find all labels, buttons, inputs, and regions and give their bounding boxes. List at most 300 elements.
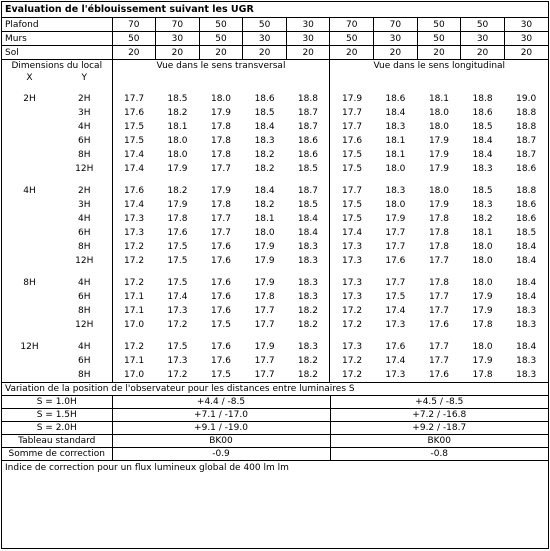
ugr-longitudinal-value: 18.3 [385,122,406,132]
ugr-longitudinal-value: 18.0 [428,122,449,132]
ugr-row [2,198,548,212]
reflectance-value: 50 [461,18,505,32]
reflectance-row [2,18,548,32]
ugr-longitudinal-value: 17.9 [428,164,449,174]
room-x: 12H [20,342,39,352]
ugr-transverse-value: 17.1 [124,292,145,302]
ugr-longitudinal-value: 17.3 [385,320,406,330]
ugr-transverse-value: 17.8 [210,122,232,132]
x-axis-label: X [26,73,33,83]
variation-row [2,422,548,435]
room-x [2,226,57,240]
reflectance-value: 20 [112,46,156,60]
ugr-transverse-value: 18.3 [286,290,330,304]
ugr-transverse-value: 17.8 [254,292,275,302]
ugr-longitudinal-value: 18.3 [516,356,537,366]
correction-longitudinal: -0.8 [330,448,548,461]
ugr-transverse-value: 18.1 [254,214,275,224]
ugr-transverse-value: 18.7 [286,106,330,120]
correction-label: Somme de correction [2,448,112,461]
ugr-transverse-value: 17.9 [167,164,188,174]
ugr-transverse-value: 17.5 [167,242,188,252]
room-x [2,240,57,254]
ugr-transverse-value: 17.2 [167,320,188,330]
ugr-transverse-value: 18.6 [286,134,330,148]
room-y: 4H [57,340,112,354]
room-y: 6H [57,354,112,368]
ugr-transverse-value: 18.3 [286,240,330,254]
ugr-longitudinal-value: 17.6 [428,370,449,380]
ugr-longitudinal-value: 17.7 [342,186,363,196]
ugr-transverse-value: 17.0 [124,320,145,330]
room-x: 4H [23,186,36,196]
ugr-longitudinal-value: 18.3 [472,200,493,210]
reflectance-row [2,46,548,60]
ugr-longitudinal-value: 18.2 [472,214,493,224]
ugr-transverse-value: 17.6 [210,242,232,252]
reflectance-header [2,18,548,60]
ugr-longitudinal-value: 17.7 [428,342,449,352]
reflectance-value: 50 [112,32,156,46]
reflectance-value: 30 [243,32,287,46]
room-y: 6H [57,134,112,148]
ugr-longitudinal-value: 17.3 [342,242,363,252]
ugr-transverse-value: 18.6 [286,148,330,162]
ugr-longitudinal-value: 19.0 [516,94,537,104]
reflectance-value: 50 [417,18,461,32]
ugr-row [2,162,548,176]
reflectance-value: 70 [156,18,200,32]
ugr-longitudinal-value: 17.9 [472,292,493,302]
ugr-transverse-value: 17.3 [167,356,188,366]
ugr-transverse-value: 17.6 [210,306,232,316]
footnote: Indice de correction pour un flux lumineux global de 400 lm lm [5,463,289,473]
ugr-longitudinal-value: 18.8 [516,108,537,118]
reflectance-value: 50 [199,18,243,32]
ugr-transverse-value: 17.9 [254,342,275,352]
ugr-transverse-value: 17.2 [124,342,145,352]
room-x [2,198,57,212]
variation-label: S = 1.0H [2,396,112,409]
ugr-transverse-value: 17.7 [254,356,275,366]
ugr-longitudinal-value: 18.0 [385,164,406,174]
ugr-longitudinal-value: 17.8 [472,320,493,330]
ugr-longitudinal-value: 18.4 [516,256,537,266]
reflectance-value: 50 [199,32,243,46]
ugr-longitudinal-value: 17.2 [342,356,363,366]
reflectance-value: 30 [156,32,200,46]
reflectance-label: Sol [2,46,112,60]
reflectance-value: 20 [156,46,200,60]
reflectance-value: 50 [417,32,461,46]
ugr-transverse-value: 17.5 [167,256,188,266]
room-y: 4H [57,120,112,134]
standard-longitudinal: BK00 [330,435,548,448]
ugr-longitudinal-value: 18.7 [516,136,537,146]
variation-longitudinal: +9.2 / -18.7 [330,422,548,435]
ugr-longitudinal-value: 18.0 [472,242,493,252]
ugr-transverse-value: 18.3 [254,136,275,146]
ugr-longitudinal-value: 18.1 [428,94,449,104]
ugr-transverse-value: 18.5 [286,162,330,176]
ugr-longitudinal-value: 17.9 [472,356,493,366]
ugr-longitudinal-value: 17.3 [385,370,406,380]
reflectance-row [2,32,548,46]
room-y: 6H [57,290,112,304]
ugr-row [2,106,548,120]
reflectance-value: 30 [504,18,548,32]
correction-transverse: -0.9 [112,448,330,461]
ugr-transverse-value: 17.4 [124,200,145,210]
room-x [2,354,57,368]
ugr-longitudinal-value: 17.5 [342,214,363,224]
ugr-longitudinal-value: 18.0 [472,342,493,352]
reflectance-value: 30 [286,32,330,46]
variation-longitudinal: +4.5 / -8.5 [330,396,548,409]
reflectance-value: 20 [243,46,287,60]
room-x [2,318,57,332]
ugr-transverse-value: 17.5 [124,122,145,132]
reflectance-label: Plafond [2,18,112,32]
ugr-longitudinal-value: 17.3 [342,256,363,266]
ugr-transverse-value: 17.9 [167,200,188,210]
ugr-longitudinal-value: 18.0 [472,278,493,288]
ugr-longitudinal-value: 18.4 [516,292,537,302]
ugr-transverse-value: 18.0 [210,94,232,104]
ugr-longitudinal-value: 17.6 [385,256,406,266]
ugr-transverse-value: 18.2 [167,186,188,196]
ugr-transverse-value: 18.7 [286,120,330,134]
ugr-row [2,318,548,332]
ugr-longitudinal-value: 17.7 [428,356,449,366]
ugr-transverse-value: 17.5 [124,136,145,146]
room-y: 8H [57,368,112,382]
ugr-transverse-value: 17.9 [210,108,232,118]
ugr-transverse-value: 17.8 [167,214,188,224]
ugr-transverse-value: 17.9 [254,256,275,266]
ugr-longitudinal-value: 17.3 [342,342,363,352]
ugr-transverse-value: 18.7 [286,184,330,198]
ugr-transverse-value: 18.5 [254,108,275,118]
room-x [2,304,57,318]
reflectance-value: 20 [199,46,243,60]
variation-transverse: +4.4 / -8.5 [112,396,330,409]
ugr-longitudinal-value: 17.2 [342,320,363,330]
ugr-longitudinal-value: 18.5 [472,122,493,132]
room-y: 4H [57,212,112,226]
ugr-row [2,290,548,304]
ugr-longitudinal-value: 17.4 [342,228,363,238]
ugr-transverse-value: 17.6 [124,108,145,118]
ugr-longitudinal-value: 17.2 [342,306,363,316]
ugr-longitudinal-value: 17.9 [385,214,406,224]
variation-title: Variation de la position de l'observateur pour les distances entre luminaires S [2,383,548,396]
ugr-longitudinal-value: 18.1 [472,228,493,238]
room-y: 2H [57,92,112,106]
reflectance-value: 20 [286,46,330,60]
ugr-longitudinal-value: 18.3 [472,164,493,174]
ugr-longitudinal-value: 17.6 [428,320,449,330]
reflectance-value: 50 [243,18,287,32]
ugr-longitudinal-value: 17.9 [342,94,363,104]
reflectance-value: 20 [330,46,374,60]
ugr-transverse-value: 18.0 [167,136,188,146]
ugr-transverse-value: 18.5 [167,94,188,104]
ugr-transverse-value: 17.0 [124,370,145,380]
ugr-longitudinal-value: 18.1 [385,136,406,146]
ugr-transverse-value: 17.8 [210,136,232,146]
reflectance-value: 20 [417,46,461,60]
ugr-longitudinal-value: 17.8 [428,242,449,252]
ugr-longitudinal-value: 18.5 [472,186,493,196]
ugr-longitudinal-value: 18.0 [428,108,449,118]
ugr-longitudinal-value: 18.3 [516,320,537,330]
ugr-transverse-value: 17.4 [167,292,188,302]
ugr-row [2,212,548,226]
ugr-row [2,354,548,368]
ugr-table [2,60,548,382]
ugr-transverse-value: 17.3 [167,306,188,316]
ugr-transverse-value: 18.2 [254,150,275,160]
ugr-longitudinal-value: 18.4 [472,136,493,146]
room-x: 8H [23,278,36,288]
ugr-transverse-value: 18.2 [254,164,275,174]
reflectance-value: 30 [374,32,418,46]
ugr-longitudinal-value: 17.2 [342,370,363,380]
ugr-longitudinal-value: 18.1 [385,150,406,160]
ugr-longitudinal-value: 17.8 [428,214,449,224]
ugr-longitudinal-value: 18.6 [516,214,537,224]
ugr-longitudinal-value: 18.8 [516,122,537,132]
ugr-longitudinal-value: 17.9 [428,136,449,146]
sheet-title: Evaluation de l'éblouissement suivant les UGR [2,2,548,18]
ugr-transverse-value: 17.6 [210,356,232,366]
ugr-transverse-value: 17.5 [210,370,232,380]
ugr-longitudinal-value: 17.6 [342,136,363,146]
ugr-transverse-value: 17.9 [254,278,275,288]
ugr-longitudinal-value: 17.5 [342,150,363,160]
ugr-longitudinal-value: 18.5 [516,228,537,238]
ugr-longitudinal-value: 17.6 [385,342,406,352]
variation-label: S = 2.0H [2,422,112,435]
room-y: 3H [57,106,112,120]
ugr-longitudinal-value: 18.3 [516,306,537,316]
reflectance-value: 20 [504,46,548,60]
ugr-transverse-value: 17.7 [210,228,232,238]
reflectance-value: 50 [330,32,374,46]
room-y: 12H [57,162,112,176]
ugr-longitudinal-value: 17.7 [385,228,406,238]
variation-row [2,396,548,409]
ugr-longitudinal-value: 18.4 [516,342,537,352]
ugr-longitudinal-value: 17.3 [342,278,363,288]
ugr-transverse-value: 18.0 [167,150,188,160]
ugr-transverse-value: 18.4 [286,212,330,226]
ugr-transverse-value: 17.3 [124,228,145,238]
ugr-glare-sheet [1,1,549,549]
ugr-transverse-value: 18.1 [167,122,188,132]
ugr-transverse-value: 17.8 [210,200,232,210]
room-y: 12H [57,254,112,268]
room-x [2,212,57,226]
ugr-longitudinal-value: 18.4 [385,108,406,118]
room-x [2,162,57,176]
ugr-transverse-value: 17.2 [167,370,188,380]
ugr-transverse-value: 18.2 [286,354,330,368]
ugr-transverse-value: 17.6 [210,256,232,266]
y-axis-label: Y [57,72,112,84]
ugr-transverse-value: 18.5 [286,198,330,212]
ugr-transverse-value: 17.5 [167,278,188,288]
ugr-longitudinal-value: 18.0 [472,256,493,266]
ugr-transverse-value: 17.2 [124,256,145,266]
ugr-longitudinal-value: 17.5 [342,164,363,174]
ugr-longitudinal-value: 17.8 [428,278,449,288]
ugr-longitudinal-value: 17.7 [428,306,449,316]
reflectance-value: 20 [374,46,418,60]
ugr-longitudinal-value: 18.6 [472,108,493,118]
ugr-longitudinal-value: 18.8 [472,94,493,104]
ugr-transverse-value: 18.2 [286,304,330,318]
reflectance-label: Murs [2,32,112,46]
ugr-longitudinal-value: 18.3 [385,186,406,196]
ugr-transverse-value: 18.2 [167,108,188,118]
ugr-transverse-value: 17.7 [210,164,232,174]
ugr-row [2,184,548,198]
reflectance-value: 30 [286,18,330,32]
ugr-transverse-value: 17.6 [167,228,188,238]
ugr-transverse-value: 18.4 [286,226,330,240]
ugr-transverse-value: 17.7 [210,214,232,224]
ugr-transverse-value: 18.3 [286,254,330,268]
ugr-transverse-value: 18.4 [254,186,275,196]
ugr-longitudinal-value: 18.6 [516,200,537,210]
ugr-longitudinal-value: 18.4 [472,150,493,160]
room-y: 8H [57,304,112,318]
room-y: 12H [57,318,112,332]
ugr-longitudinal-value: 17.5 [342,200,363,210]
ugr-row [2,120,548,134]
ugr-transverse-value: 18.3 [286,340,330,354]
ugr-longitudinal-value: 17.7 [342,122,363,132]
ugr-transverse-value: 18.2 [286,368,330,382]
standard-transverse: BK00 [112,435,330,448]
ugr-longitudinal-value: 17.9 [428,150,449,160]
ugr-longitudinal-value: 17.8 [472,370,493,380]
ugr-transverse-value: 18.6 [254,94,275,104]
ugr-longitudinal-value: 18.4 [516,278,537,288]
ugr-transverse-value: 17.3 [124,214,145,224]
ugr-longitudinal-value: 18.0 [385,200,406,210]
ugr-transverse-value: 18.3 [286,276,330,290]
variation-transverse: +9.1 / -19.0 [112,422,330,435]
ugr-transverse-value: 18.8 [286,92,330,106]
ugr-transverse-value: 17.6 [210,292,232,302]
ugr-longitudinal-value: 18.6 [385,94,406,104]
ugr-row [2,368,548,382]
ugr-transverse-value: 18.0 [254,228,275,238]
reflectance-value: 30 [461,32,505,46]
ugr-transverse-value: 17.5 [210,320,232,330]
view-longitudinal-label: Vue dans le sens longitudinal [373,61,506,71]
room-y: 3H [57,198,112,212]
ugr-transverse-value: 17.7 [254,370,275,380]
ugr-transverse-value: 17.7 [254,306,275,316]
ugr-transverse-value: 17.4 [124,150,145,160]
ugr-transverse-value: 18.2 [254,200,275,210]
ugr-transverse-value: 17.2 [124,278,145,288]
ugr-transverse-value: 17.9 [254,242,275,252]
ugr-longitudinal-value: 17.9 [472,306,493,316]
room-y: 4H [57,276,112,290]
dimensions-label: Dimensions du local [2,60,112,72]
ugr-row [2,340,548,354]
ugr-longitudinal-value: 17.4 [385,356,406,366]
variation-longitudinal: +7.2 / -16.8 [330,409,548,422]
ugr-longitudinal-value: 18.0 [428,186,449,196]
room-x [2,254,57,268]
room-x [2,134,57,148]
ugr-row [2,254,548,268]
ugr-transverse-value: 18.2 [286,318,330,332]
room-x [2,290,57,304]
ugr-transverse-value: 17.1 [124,306,145,316]
ugr-transverse-value: 17.2 [124,242,145,252]
ugr-longitudinal-value: 17.8 [428,228,449,238]
view-transverse-label: Vue dans le sens transversal [112,60,330,72]
ugr-row [2,276,548,290]
ugr-longitudinal-value: 17.4 [385,306,406,316]
ugr-longitudinal-value: 18.6 [516,164,537,174]
standard-label: Tableau standard [2,435,112,448]
room-x [2,148,57,162]
reflectance-value: 70 [374,18,418,32]
ugr-row [2,92,548,106]
ugr-longitudinal-value: 17.5 [385,292,406,302]
room-y: 8H [57,240,112,254]
ugr-transverse-value: 17.1 [124,356,145,366]
ugr-transverse-value: 17.8 [210,150,232,160]
ugr-transverse-value: 17.4 [124,164,145,174]
ugr-transverse-value: 18.4 [254,122,275,132]
ugr-transverse-value: 17.6 [210,342,232,352]
ugr-transverse-value: 17.7 [254,320,275,330]
ugr-row [2,148,548,162]
ugr-transverse-value: 17.7 [124,94,145,104]
ugr-transverse-value: 17.9 [210,186,232,196]
reflectance-value: 30 [504,32,548,46]
variation-row [2,409,548,422]
room-x [2,368,57,382]
ugr-longitudinal-value: 17.7 [428,256,449,266]
variation-table [2,382,548,461]
ugr-transverse-value: 17.5 [167,342,188,352]
room-x [2,106,57,120]
ugr-longitudinal-value: 18.8 [516,186,537,196]
ugr-longitudinal-value: 17.7 [385,242,406,252]
ugr-transverse-value: 17.6 [124,186,145,196]
ugr-longitudinal-value: 17.9 [428,200,449,210]
reflectance-value: 20 [461,46,505,60]
variation-transverse: +7.1 / -17.0 [112,409,330,422]
ugr-longitudinal-value: 18.7 [516,150,537,160]
ugr-row [2,240,548,254]
ugr-longitudinal-value: 18.3 [516,370,537,380]
ugr-transverse-value: 17.6 [210,278,232,288]
room-x: 2H [23,94,36,104]
ugr-row [2,304,548,318]
ugr-longitudinal-value: 17.7 [428,292,449,302]
